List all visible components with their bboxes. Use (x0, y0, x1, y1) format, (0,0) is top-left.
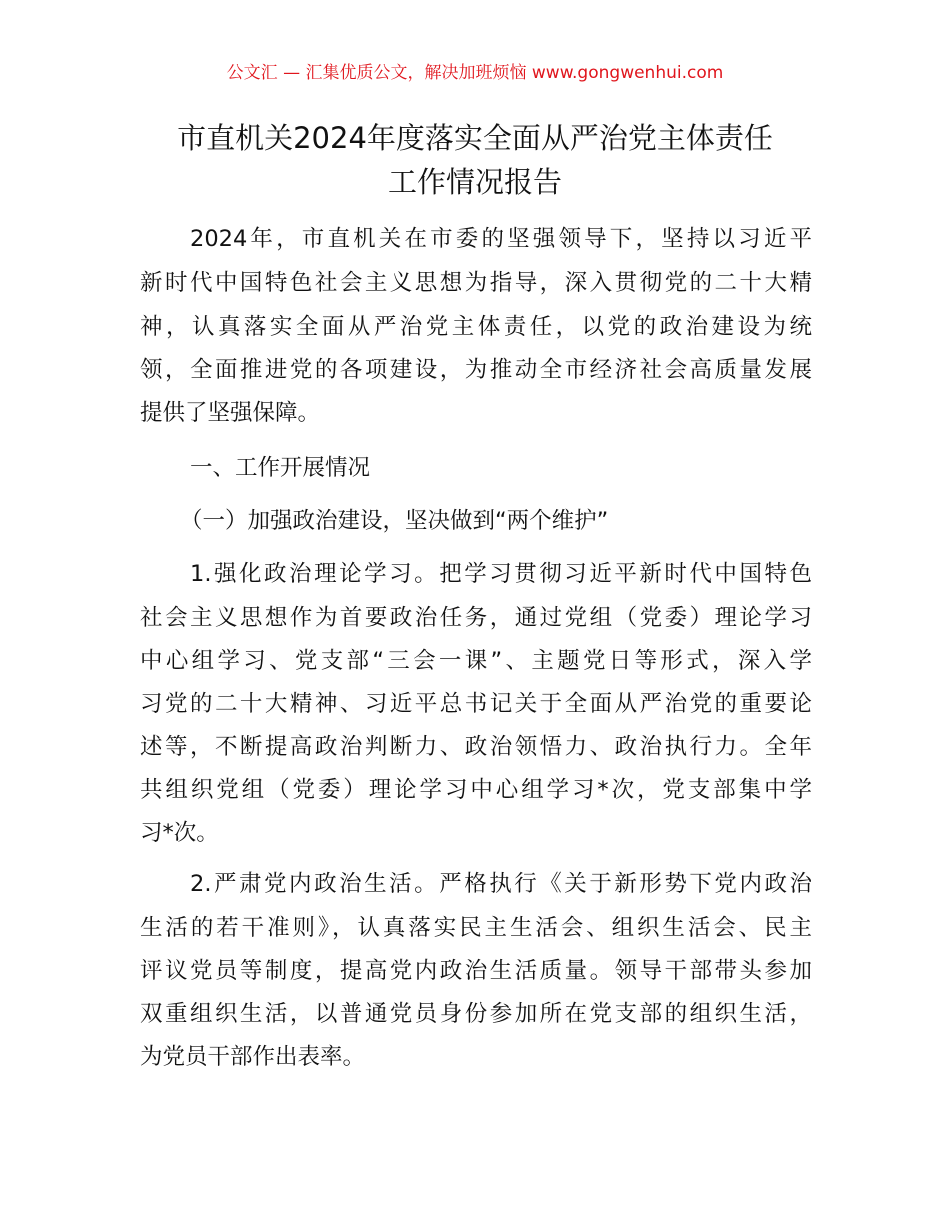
watermark-header: 公文汇 — 汇集优质公文，解决加班烦恼 www.gongwenhui.com (226, 63, 724, 83)
text-line: 新时代中国特色社会主义思想为指导，深入贯彻党的二十大精 (140, 270, 812, 296)
title-line-1: 市直机关2024年度落实全面从严治党主体责任 (177, 121, 773, 155)
text-line: 生活的若干准则》，认真落实民主生活会、组织生活会、民主 (140, 915, 812, 941)
text-line: 1.强化政治理论学习。把学习贯彻习近平新时代中国特色 (190, 561, 812, 587)
text-line: 中心组学习、党支部“三会一课”、主题党日等形式，深入学 (140, 648, 812, 674)
text-line: 述等，不断提高政治判断力、政治领悟力、政治执行力。全年 (140, 734, 812, 760)
text-line: 提供了坚强保障。 (140, 400, 321, 426)
text-line: 社会主义思想作为首要政治任务，通过党组（党委）理论学习 (140, 605, 812, 631)
text-line: 2.严肃党内政治生活。严格执行《关于新形势下党内政治 (190, 871, 812, 897)
subsection-heading-1: （一）加强政治建设，坚决做到“两个维护” (180, 508, 609, 534)
text-line: 2024年，市直机关在市委的坚强领导下，坚持以习近平 (190, 226, 812, 252)
text-line: 双重组织生活，以普通党员身份参加所在党支部的组织生活， (140, 1001, 812, 1027)
text-line: 领，全面推进党的各项建设，为推动全市经济社会高质量发展 (140, 357, 812, 383)
text-line: 习*次。 (140, 820, 219, 846)
section-heading-1: 一、工作开展情况 (190, 455, 371, 481)
text-line: 为党员干部作出表率。 (140, 1044, 366, 1070)
title-line-2: 工作情况报告 (387, 165, 562, 199)
text-line: 习党的二十大精神、习近平总书记关于全面从严治党的重要论 (140, 691, 812, 717)
text-line: 共组织党组（党委）理论学习中心组学习*次，党支部集中学 (140, 777, 812, 803)
text-line: 神，认真落实全面从严治党主体责任，以党的政治建设为统 (140, 314, 812, 340)
text-line: 评议党员等制度，提高党内政治生活质量。领导干部带头参加 (140, 958, 812, 984)
